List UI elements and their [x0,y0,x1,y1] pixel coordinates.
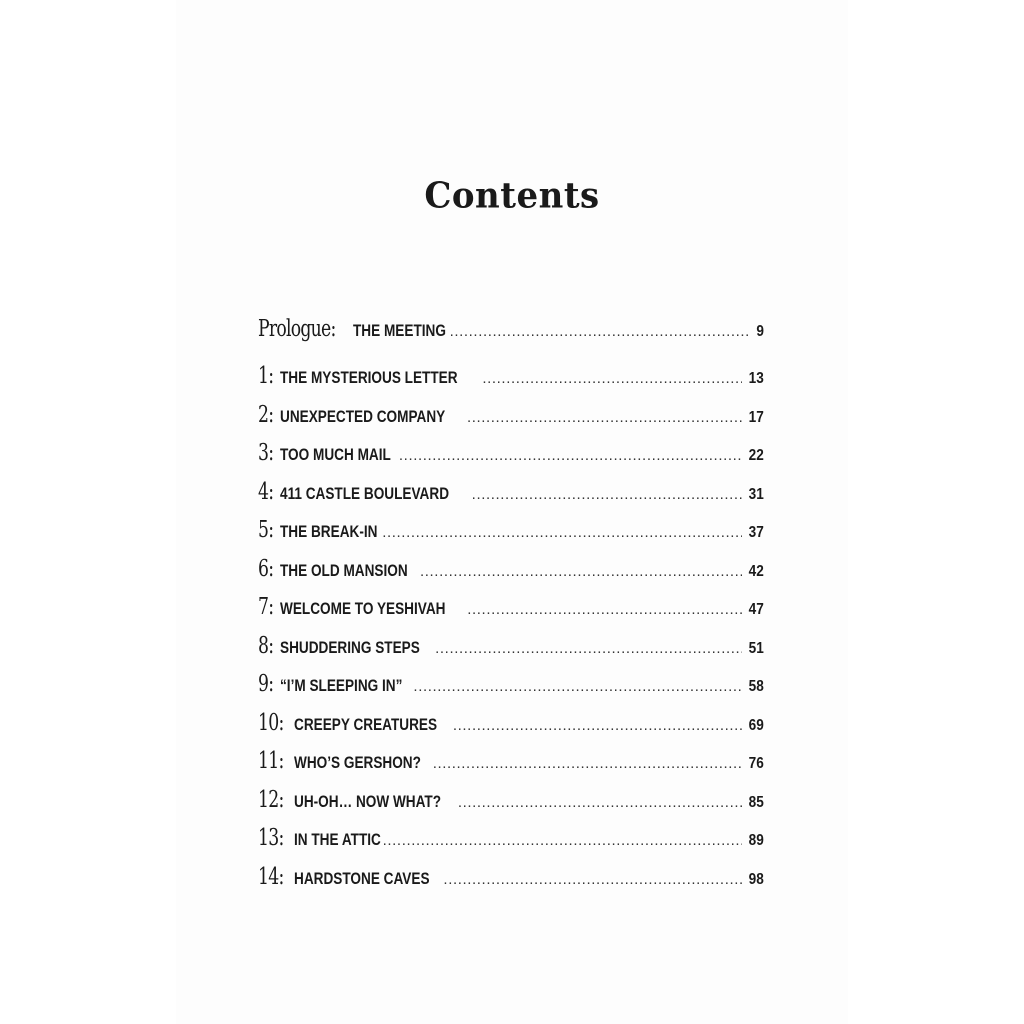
entry-title: CREEPY CREATURES [294,714,438,734]
entry-label: 6: [258,555,274,582]
dot-leader [383,832,743,849]
toc-entry-7 [258,594,764,633]
toc-entry-11 [258,748,764,787]
entry-page-number: 31 [748,485,764,503]
toc-entry-12 [258,787,764,826]
entry-page-number: 85 [748,793,764,811]
entry-label: 4: [258,478,274,505]
entry-title: WHO’S GERSHON? [294,753,421,772]
toc-entry-10 [258,710,764,749]
entry-title: SHUDDERING STEPS [280,637,421,657]
dot-leader [435,640,742,657]
dot-leader [458,794,742,811]
dot-leader [472,486,743,503]
entry-label: 3: [258,440,274,466]
toc-entry-5 [258,517,764,556]
table-of-contents [258,316,764,902]
dot-leader [482,370,742,387]
entry-title: THE BREAK-IN [280,522,378,541]
entry-page-number: 47 [748,601,764,618]
contents-title: Contents [424,175,600,217]
entry-label: 13: [258,825,284,851]
dot-leader [467,409,742,426]
entry-title: IN THE ATTIC [294,830,381,849]
entry-page-number: 13 [748,370,764,387]
entry-page-number: 37 [748,524,764,541]
dot-leader [453,717,742,734]
entry-title: 411 CASTLE BOULEVARD [280,483,450,503]
dot-leader [420,563,742,580]
toc-entry-1 [258,363,764,402]
entry-label: 14: [258,863,284,890]
entry-page-number: 42 [748,562,764,580]
dot-leader [413,678,742,695]
dot-leader [382,524,742,541]
toc-entry-8 [258,633,764,672]
entry-page-number: 51 [748,639,764,657]
entry-title: THE MYSTERIOUS LETTER [280,368,458,387]
entry-title: THE MEETING [353,321,447,340]
toc-entry-6 [258,556,764,595]
entry-title: WELCOME TO YESHIVAH [280,599,446,618]
toc-entry-2 [258,402,764,441]
entry-title: TOO MUCH MAIL [280,445,392,464]
entry-title: THE OLD MANSION [280,560,409,580]
entry-page-number: 58 [748,678,764,695]
toc-entry-14 [258,864,764,903]
entry-label: 1: [258,363,274,389]
entry-label: 2: [258,401,274,428]
toc-entry-prologue [258,316,764,363]
entry-label: 7: [258,594,274,620]
entry-page-number: 22 [748,447,764,464]
entry-label: 11: [258,748,284,774]
toc-entry-4 [258,479,764,518]
entry-label: 10: [258,709,284,736]
entry-title: UH-OH… NOW WHAT? [294,791,442,811]
dot-leader [450,323,752,340]
entry-title: UNEXPECTED COMPANY [280,406,446,426]
toc-entry-9 [258,671,764,710]
entry-page-number: 9 [756,323,764,340]
entry-page-number: 17 [748,408,764,426]
dot-leader [443,871,742,888]
toc-entry-13 [258,825,764,864]
entry-label: 12: [258,786,284,813]
entry-title: HARDSTONE CAVES [294,868,430,888]
entry-page-number: 76 [748,755,764,772]
entry-title: “I’M SLEEPING IN” [280,676,403,695]
entry-label: 5: [258,517,274,543]
dot-leader [467,601,742,618]
entry-page-number: 69 [748,716,764,734]
entry-label: Prologue: [258,316,336,342]
entry-page-number: 98 [748,870,764,888]
dot-leader [399,447,742,464]
entry-label: 8: [258,632,274,659]
dot-leader [433,755,743,772]
entry-label: 9: [258,671,274,697]
entry-page-number: 89 [748,832,764,849]
toc-entry-3 [258,440,764,479]
